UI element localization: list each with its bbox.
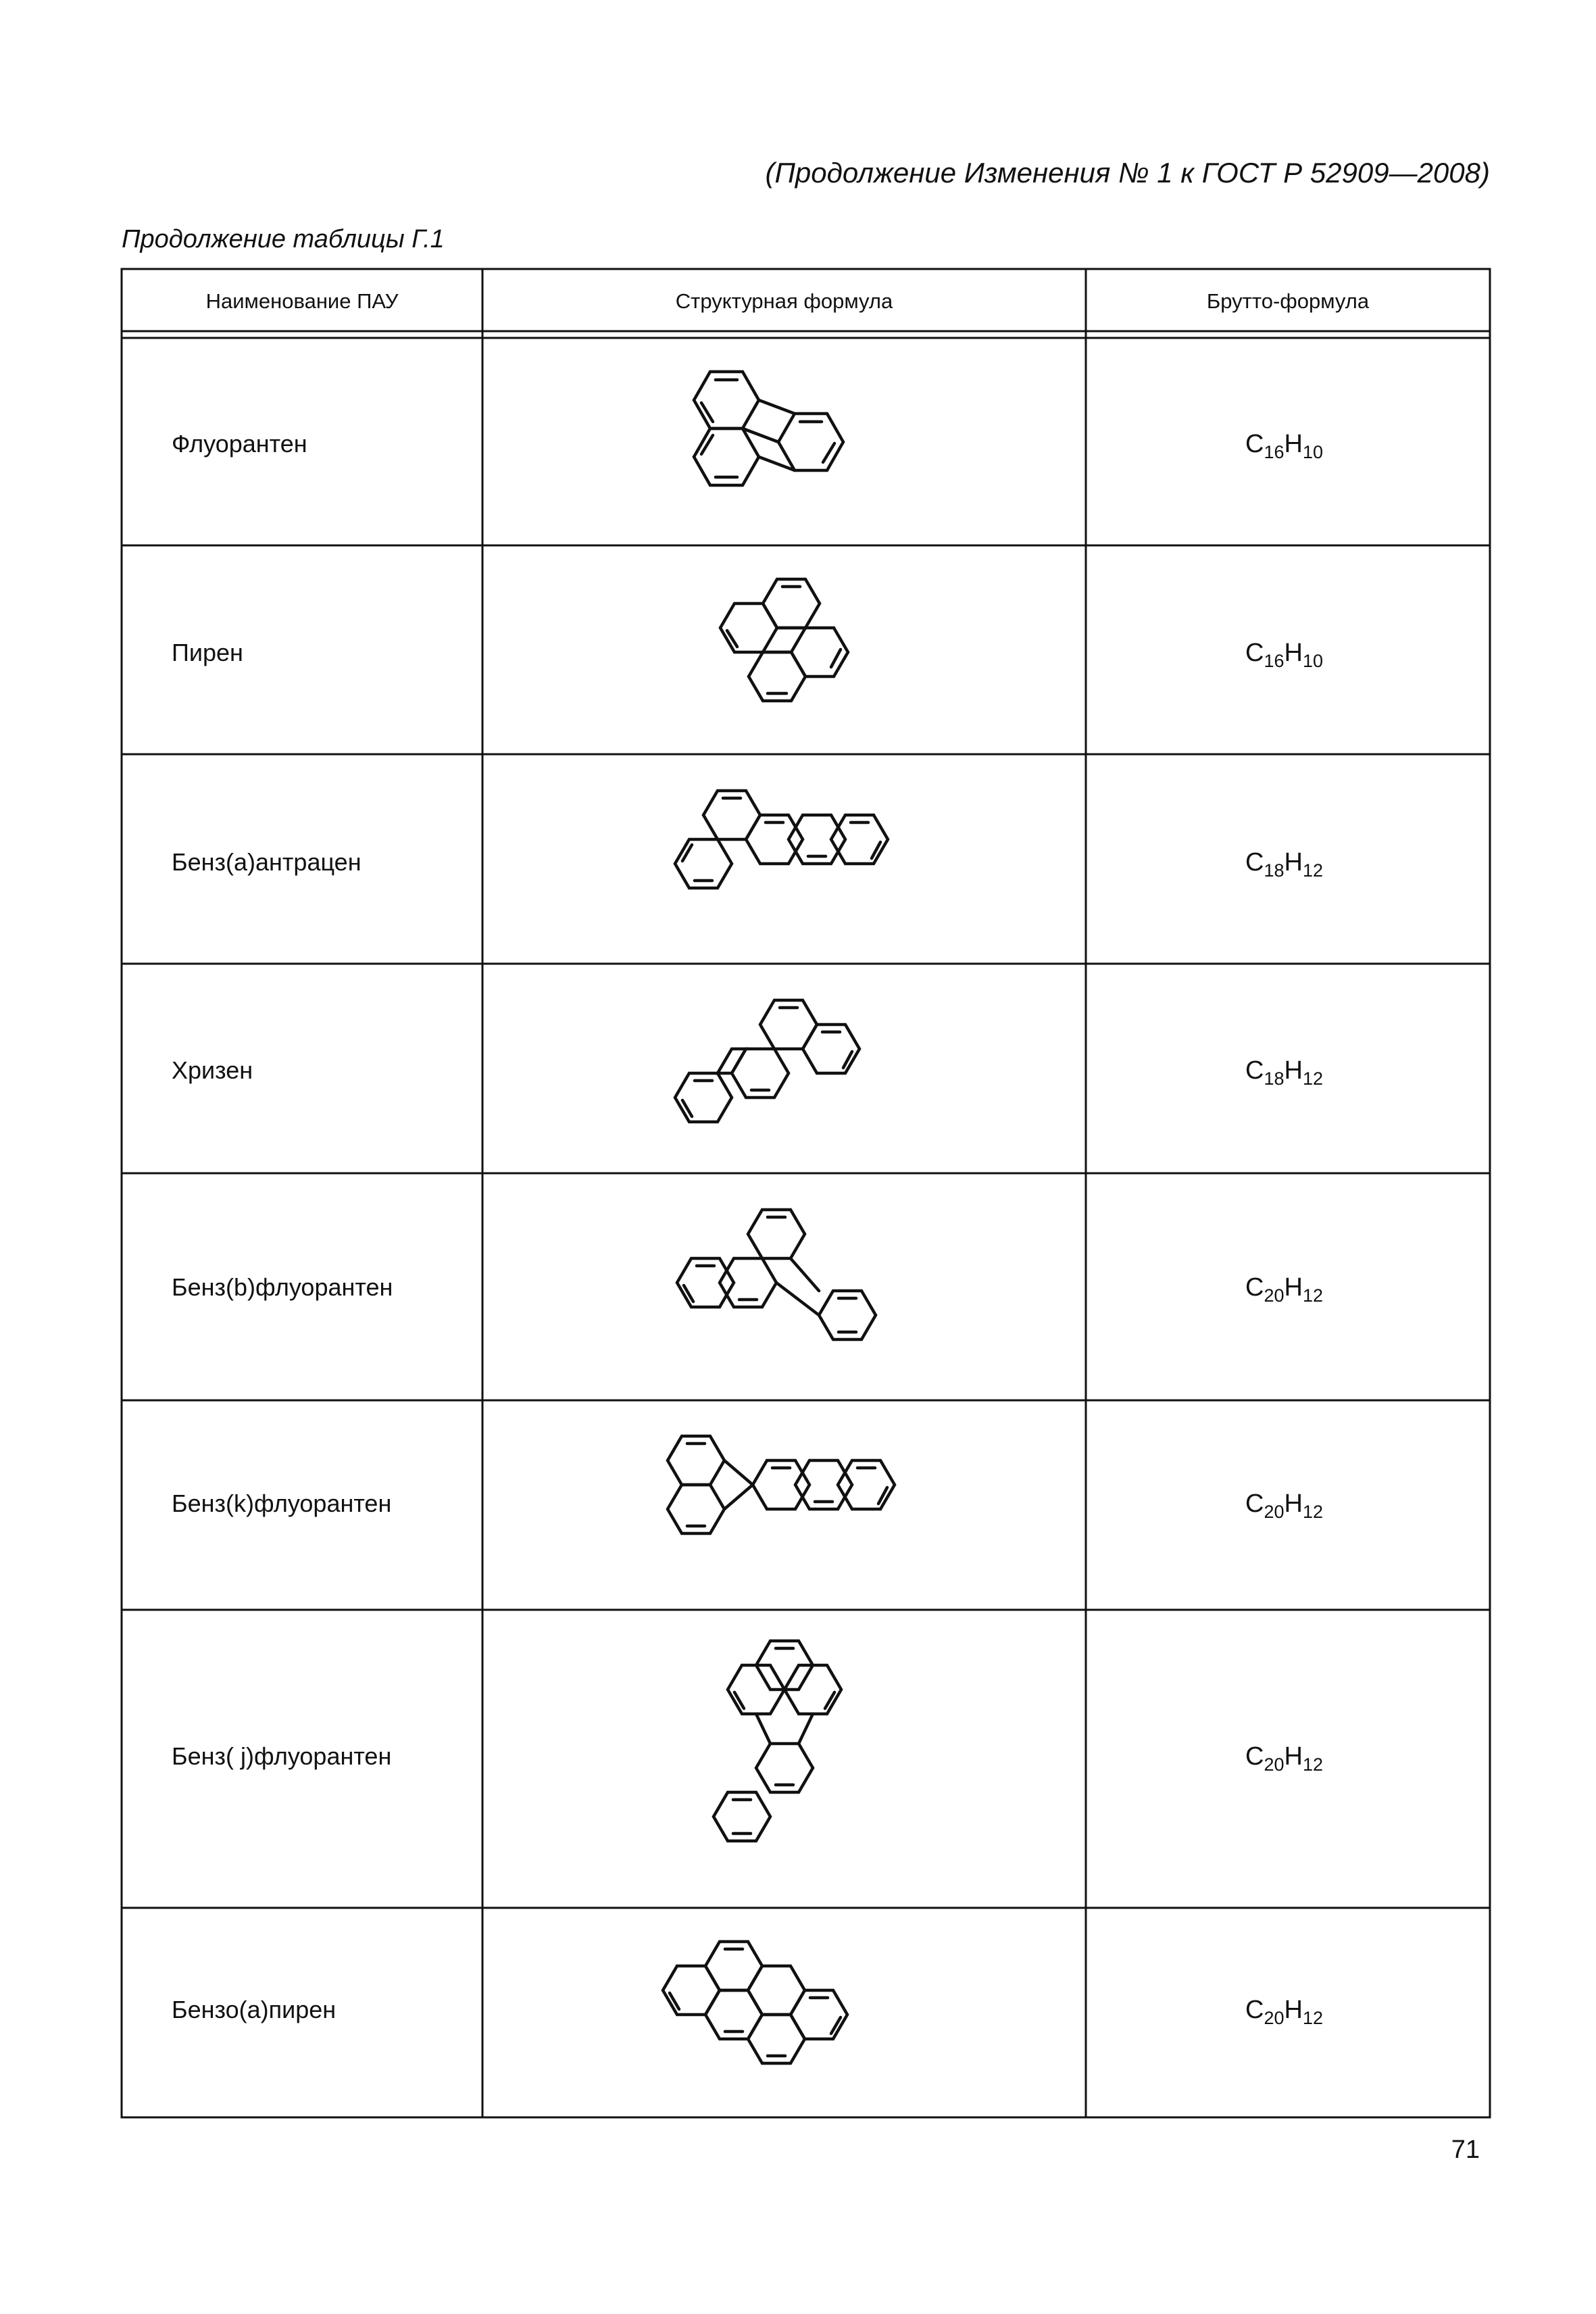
compound-name: Бензо(a)пирен [172,1996,336,2023]
page-number: 71 [1451,2136,1480,2164]
compound-name: Бенз( j)флуорантен [172,1742,392,1770]
gross-formula: $C_{18}H_{12}$ [1245,1056,1323,1089]
compound-name: Флуорантен [172,430,307,458]
gross-formula: $C_{16}H_{10}$ [1245,639,1323,671]
structure-benzo-a-pyrene [639,1923,936,2105]
structure-benz-j-fluoranthene [669,1622,912,1899]
gross-formula: $C_{20}H_{12}$ [1245,1490,1323,1522]
compound-name: Бенз(k)флуорантен [172,1490,392,1517]
gross-formula: $C_{20}H_{12}$ [1245,1273,1323,1306]
structure-benz-k-fluoranthene [639,1416,936,1598]
gross-formula: $C_{20}H_{12}$ [1245,1996,1323,2028]
page-header: (Продолжение Изменения № 1 к ГОСТ Р 52909—2008) [765,157,1490,189]
compound-name: Бенз(a)антрацен [172,848,361,876]
compound-name: Хризен [172,1056,253,1084]
structure-chrysene [649,980,932,1162]
structure-benz-b-fluoranthene [642,1189,939,1392]
table-caption: Продолжение таблицы Г.1 [122,225,445,253]
structure-benz-a-anthracene [649,770,932,953]
structure-pyrene [669,564,912,740]
structure-fluoranthene [655,351,912,534]
column-header-gross-formula: Брутто-формула [1206,289,1370,313]
gross-formula: $C_{18}H_{12}$ [1245,848,1323,881]
gross-formula: $C_{20}H_{12}$ [1245,1742,1323,1775]
compound-name: Бенз(b)флуорантен [172,1273,393,1301]
compound-name: Пирен [172,639,243,666]
column-header-name: Наименование ПАУ [205,289,399,313]
gross-formula: $C_{16}H_{10}$ [1245,430,1323,462]
column-header-structure: Структурная формула [675,289,893,313]
